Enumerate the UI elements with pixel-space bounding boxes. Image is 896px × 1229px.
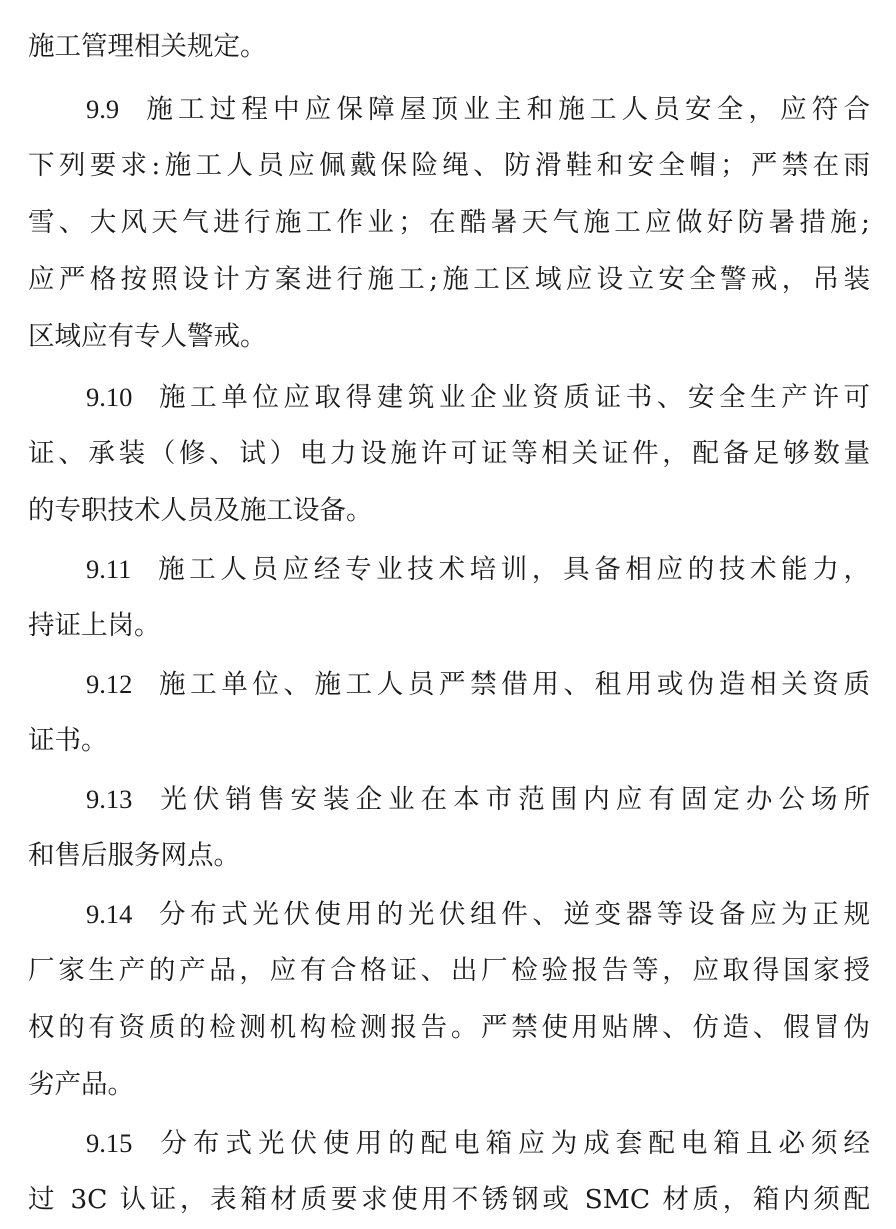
clause-number: 9.11 — [86, 554, 132, 584]
clause-9-13-line: 9.13 光伏销售安装企业在本市范围内应有固定办公场所 — [86, 779, 870, 819]
text-line: 应严格按照设计方案进行施工;施工区域应设立安全警戒，吊装 — [28, 264, 870, 295]
text-line: 下列要求:施工人员应佩戴保险绳、防滑鞋和安全帽；严禁在雨 — [28, 150, 870, 181]
text-line: 持证上岗。 — [28, 610, 161, 641]
clause-9-9-line: 9.9 施工过程中应保障屋顶业主和施工人员安全，应符合 — [86, 89, 870, 129]
text-line: 劣产品。 — [28, 1069, 134, 1100]
text-line: 过 3C 认证，表箱材质要求使用不锈钢或 SMC 材质，箱内须配 — [28, 1184, 870, 1215]
clause-number: 9.12 — [86, 669, 133, 699]
text-line: 雪、大风天气进行施工作业；在酷暑天气施工应做好防暑措施; — [28, 207, 870, 238]
text-line: 区域应有专人警戒。 — [28, 321, 267, 352]
text-line: 的专职技术人员及施工设备。 — [28, 495, 373, 526]
clause-number: 9.15 — [86, 1128, 133, 1158]
clause-9-11-line: 9.11 施工人员应经专业技术培训，具备相应的技术能力， — [86, 549, 870, 589]
clause-9-10-line: 9.10 施工单位应取得建筑业企业资质证书、安全生产许可 — [86, 377, 870, 417]
clause-9-15-line: 9.15 分布式光伏使用的配电箱应为成套配电箱且必须经 — [86, 1123, 870, 1163]
clause-9-12-line: 9.12 施工单位、施工人员严禁借用、租用或伪造相关资质 — [86, 664, 870, 704]
clause-number: 9.13 — [86, 784, 133, 814]
clause-number: 9.9 — [86, 94, 120, 124]
clause-9-14-line: 9.14 分布式光伏使用的光伏组件、逆变器等设备应为正规 — [86, 894, 870, 934]
text-line: 和售后服务网点。 — [28, 840, 240, 871]
text-line: 厂家生产的产品，应有合格证、出厂检验报告等，应取得国家授 — [28, 955, 870, 986]
text-line: 证书。 — [28, 725, 108, 756]
text-line: 证、承装（修、试）电力设施许可证等相关证件，配备足够数量 — [28, 438, 870, 469]
text-line: 权的有资质的检测机构检测报告。严禁使用贴牌、仿造、假冒伪 — [28, 1012, 870, 1043]
text-line: 施工管理相关规定。 — [28, 31, 267, 62]
clause-number: 9.14 — [86, 899, 133, 929]
clause-number: 9.10 — [86, 382, 133, 412]
